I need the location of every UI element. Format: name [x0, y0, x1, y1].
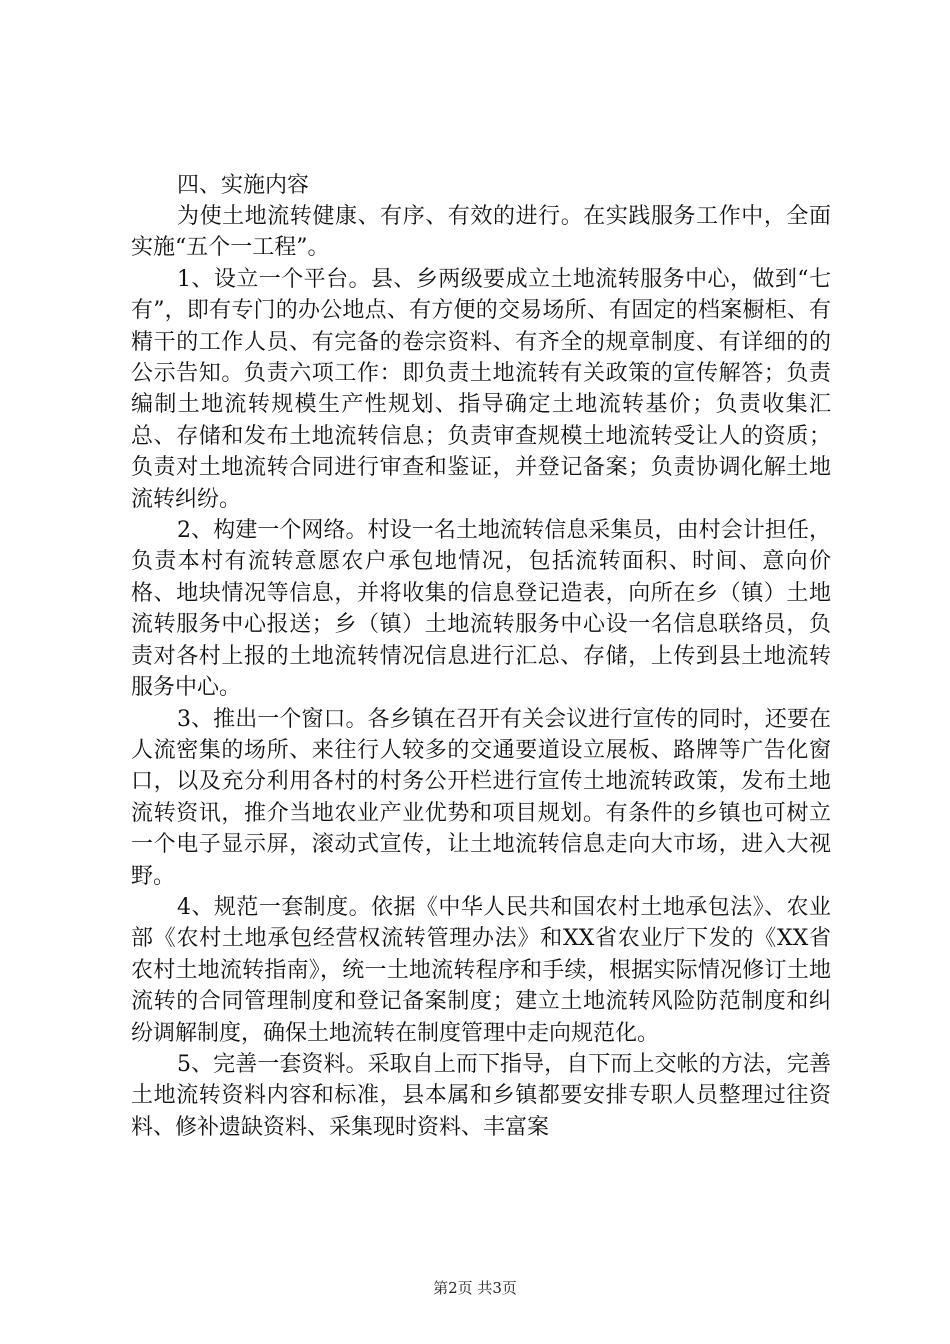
paragraph-item-5: 5、完善一套资料。采取自上而下指导，自下而上交帐的方法，完善土地流转资料内容和标准，县本属和乡镇都要安排专职人员整理过往资料、修补遗缺资料、采集现时资料、丰富案 — [131, 1051, 831, 1140]
document-body — [131, 170, 831, 1143]
page-number-footer: 第2页 共3页 — [433, 1279, 517, 1297]
section-heading: 四、实施内容 — [177, 173, 310, 198]
paragraph-item-4: 4、规范一套制度。依据《中华人民共和国农村土地承包法》、农业部《农村土地承包经营权流转管理办法》和XX省农业厅下发的《XX省农村土地流转指南》，统一土地流转程序和手续，根据实际情况修订土地流转的合同管理制度和登记备案制度；建立土地流转风险防范制度和纠纷调解制度，确保土地流转在制度管理中走向规范化。 — [131, 894, 831, 1046]
paragraph-item-1: 1、设立一个平台。县、乡两级要成立土地流转服务中心，做到“七有”，即有专门的办公地点、有方便的交易场所、有固定的档案橱柜、有精干的工作人员、有完备的卷宗资料、有齐全的规章制度、有详细的的公示告知。负责六项工作：即负责土地流转有关政策的宣传解答；负责编制土地流转规模生产性规划、指导确定土地流转基价；负责收集汇总、存储和发布土地流转信息；负责审查规模土地流转受让人的资质；负责对土地流转合同进行审查和鉴证，并登记备案；负责协调化解土地流转纠纷。 — [131, 266, 831, 512]
paragraph-item-2: 2、构建一个网络。村设一名土地流转信息采集员，由村会计担任，负责本村有流转意愿农户承包地情况，包括流转面积、时间、意向价格、地块情况等信息，并将收集的信息登记造表，向所在乡（镇）土地流转服务中心报送；乡（镇）土地流转服务中心设一名信息联络员，负责对各村上报的土地流转情况信息进行汇总、存储，上传到县土地流转服务中心。 — [131, 518, 831, 701]
paragraph-item-3: 3、推出一个窗口。各乡镇在召开有关会议进行宣传的同时，还要在人流密集的场所、来往行人较多的交通要道设立展板、路牌等广告化窗口，以及充分利用各村的村务公开栏进行宣传土地流转政策，发布土地流转资讯，推介当地农业产业优势和项目规划。有条件的乡镇也可树立一个电子显示屏，滚动式宣传，让土地流转信息走向大市场，进入大视野。 — [131, 706, 831, 889]
paragraph-intro: 为使土地流转健康、有序、有效的进行。在实践服务工作中，全面实施“五个一工程”。 — [131, 204, 831, 261]
